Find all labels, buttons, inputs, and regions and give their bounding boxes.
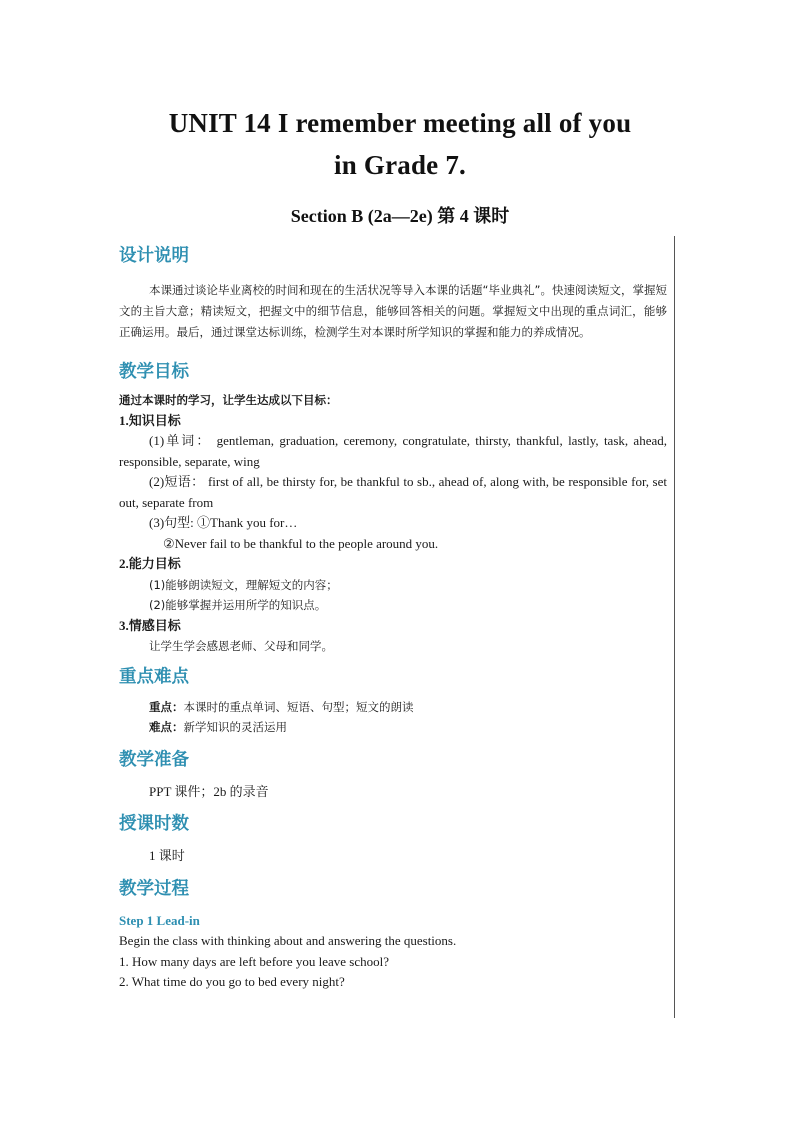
ability-goal-2: (2)能够掌握并运用所学的知识点。 — [149, 598, 327, 612]
design-paragraph: 本课通过谈论毕业离校的时间和现在的生活状况等导入本课的话题“毕业典礼”。快速阅读短文，掌握短文的主旨大意；精读短文，把握文中的细节信息，能够回答相关的问题。掌握短文中出现的重点词汇，能够正确运用。最后，通过课堂达标训练，检测学生对本课时所学知识的掌握和能力的养成情况。 — [119, 283, 667, 339]
key-point-text: 本课时的重点单词、短语、句型；短文的朗读 — [183, 699, 414, 714]
step1-title: Step 1 Lead-in — [119, 912, 200, 928]
periods-text: 1 课时 — [149, 848, 185, 863]
difficult-point-label: 难点： — [149, 720, 184, 734]
ability-goal-1: (1)能够朗读短文，理解短文的内容； — [149, 577, 338, 592]
ability-goal-title: 2.能力目标 — [119, 556, 181, 571]
section-subtitle: Section B (2a—2e) 第 4 课时 — [290, 206, 510, 226]
goals-heading: 教学目标 — [119, 362, 189, 382]
step1-question-1: 1. How many days are left before you leave school? — [119, 953, 390, 969]
periods-heading: 授课时数 — [119, 814, 189, 834]
goal-words: (1)单词： gentleman, graduation, ceremony, congratulate, thirsty, thankful, lastly, task, ahead, responsible, separate, wing — [119, 433, 667, 469]
goals-intro: 通过本课时的学习，让学生达成以下目标： — [119, 393, 338, 407]
emotion-goal-1: 让学生学会感恩老师、父母和同学。 — [149, 639, 333, 653]
step1-question-2: 2. What time do you go to bed every night? — [119, 974, 345, 989]
key-points-heading: 重点难点 — [119, 666, 189, 687]
emotion-goal-title: 3.情感目标 — [119, 617, 181, 633]
step1-intro: Begin the class with thinking about and answering the questions. — [119, 933, 457, 948]
goal-sentence-1: (3)句型: ①Thank you for… — [149, 515, 298, 530]
key-point-row — [119, 697, 667, 718]
knowledge-goal-title: 1.知识目标 — [119, 412, 181, 428]
preparation-heading: 教学准备 — [119, 749, 189, 770]
difficult-point-text: 新学知识的灵活运用 — [183, 720, 287, 734]
goal-sentence-2: ②Never fail to be thankful to the people around you. — [163, 535, 439, 551]
lesson-content — [119, 244, 667, 993]
unit-title-line1: UNIT 14 I remember meeting all of you — [168, 108, 632, 138]
process-heading: 教学过程 — [119, 878, 189, 899]
preparation-text: PPT 课件；2b 的录音 — [149, 783, 269, 799]
design-heading: 设计说明 — [119, 246, 189, 266]
margin-rule — [674, 236, 675, 1018]
key-point-label: 重点： — [149, 699, 184, 714]
difficult-point-row — [119, 717, 667, 738]
unit-title-line2: in Grade 7. — [334, 150, 466, 180]
goal-phrases: (2)短语： first of all, be thirsty for, be thankful to sb., ahead of, along with, be responsible for, set out, separate from — [119, 474, 667, 510]
